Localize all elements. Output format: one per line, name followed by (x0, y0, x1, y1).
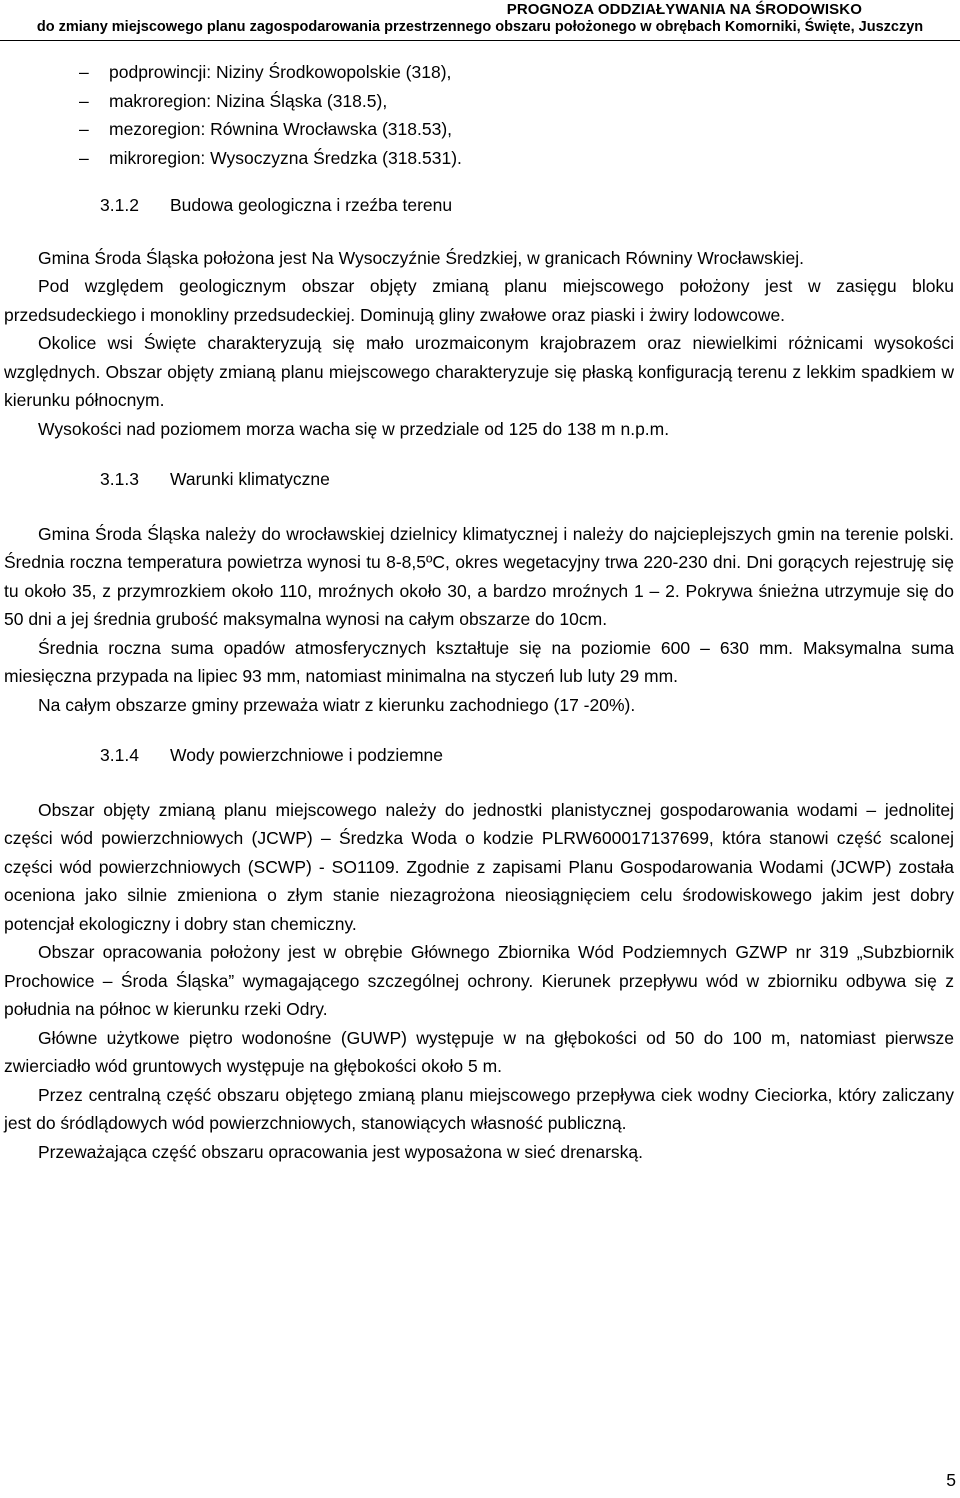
section-heading (4, 741, 954, 770)
list-item (4, 58, 954, 87)
section-title: Wody powierzchniowe i podziemne (170, 745, 444, 765)
page-number: 5 (946, 1470, 956, 1490)
dash-bullet: – (79, 62, 89, 82)
paragraph: Główne użytkowe piętro wodonośne (GUWP) występuje w na głębokości od 50 do 100 m, natomiast pierwsze zwierciadło wód gruntowych występuje na głębokości około 5 m. (4, 1027, 954, 1076)
paragraph: Okolice wsi Święte charakteryzują się mało urozmaiconym krajobrazem oraz niewielkimi różnicami wysokości względnych. Obszar objęty zmianą planu miejscowego charakteryzuje się płaską konfiguracją terenu z lekkim spadkiem w kierunku północnym. (4, 333, 954, 410)
document-subtitle: do zmiany miejscowego planu zagospodarowania przestrzennego obszaru położonego w obrębach Komorniki, Święte, Juszczyn (36, 19, 924, 35)
region-list (4, 58, 954, 172)
header-divider (0, 40, 960, 41)
list-item (4, 87, 954, 116)
section-number: 3.1.4 (100, 745, 139, 765)
paragraph: Wysokości nad poziomem morza wacha się w przedziale od 125 do 138 m n.p.m. (38, 418, 670, 439)
paragraph: Pod względem geologicznym obszar objęty zmianą planu miejscowego położony jest w zasięgu bloku przedsudeckiego i monokliny przedsudeckiej. Dominują gliny zwałowe oraz piaski i żwiry lodowcowe. (4, 276, 954, 325)
paragraph: Obszar objęty zmianą planu miejscowego należy do jednostki planistycznej gospodarowania wodami – jednolitej części wód powierzchniowych (JCWP) – Średzka Woda o kodzie PLRW600017137699, która stanowi część scalonej części wód powierzchniowych (SCWP) - SO1109. Zgodnie z zapisami Planu Gospodarowania Wodami (JCWP) została oceniona jako silnie zmieniona o złym stanie niezagrożona nieosiągnięciem celu środowiskowego jakim jest dobry potencjał ekologiczny i dobry stan chemiczny. (4, 799, 954, 934)
dash-bullet: – (79, 147, 89, 168)
section-heading (4, 465, 954, 494)
paragraph: Przez centralną część obszaru objętego zmianą planu miejscowego przepływa ciek wodny Cieciorka, który zaliczany jest do śródlądowych wód powierzchniowych, stanowiących własność publiczną. (4, 1084, 954, 1133)
section-title: Budowa geologiczna i rzeźba terenu (170, 195, 453, 215)
section-number: 3.1.2 (100, 195, 139, 215)
page-header (0, 0, 960, 42)
section-number: 3.1.3 (100, 469, 139, 489)
paragraph: Średnia roczna suma opadów atmosferycznych kształtuje się na poziomie 600 – 630 mm. Maksymalna suma miesięczna przypada na lipiec 93 mm, natomiast minimalna na styczeń lub luty 29 mm. (4, 637, 954, 686)
document-title: PROGNOZA ODDZIAŁYWANIA NA ŚRODOWISKO (506, 1, 862, 18)
dash-bullet: – (79, 119, 89, 139)
region-text: makroregion: Nizina Śląska (318.5), (109, 90, 388, 111)
page-body (4, 58, 954, 1166)
section-title: Warunki klimatyczne (170, 469, 330, 489)
region-text: podprowincji: Niziny Środkowopolskie (318), (109, 62, 452, 82)
list-item (4, 115, 954, 144)
paragraph: Gmina Środa Śląska należy do wrocławskiej dzielnicy klimatycznej i należy do najcieplejszych gmin na terenie polski. Średnia roczna temperatura powietrza wynosi tu 8-8,5ºC, okres wegetacyjny trwa 220-230 dni. Dni gorących rejestruję się tu około 35, z przymrozkiem około 110, mroźnych około 30, a bardzo mroźnych 1 – 2. Pokrywa śnieżna utrzymuje się do 50 dni a jej średnia grubość maksymalna wynosi na całym obszarze do 10cm. (4, 523, 954, 629)
list-item (4, 144, 954, 173)
region-text: mezoregion: Równina Wrocławska (318.53), (109, 119, 453, 139)
paragraph: Na całym obszarze gminy przeważa wiatr z kierunku zachodniego (17 -20%). (38, 694, 636, 715)
region-text: mikroregion: Wysoczyzna Średzka (318.531). (109, 147, 462, 168)
paragraph: Obszar opracowania położony jest w obrębie Głównego Zbiornika Wód Podziemnych GZWP nr 319 „Subzbiornik Prochowice – Środa Śląska” wymagającego szczególnej ochrony. Kierunek przepływu wód w zbiorniku odbywa się z południa na północ w kierunku rzeki Odry. (4, 942, 954, 1019)
section-heading (4, 191, 954, 220)
paragraph: Gmina Środa Śląska położona jest Na Wysoczyźnie Średzkiej, w granicach Równiny Wrocławskiej. (38, 247, 804, 268)
paragraph: Przeważająca część obszaru opracowania jest wyposażona w sieć drenarską. (38, 1141, 644, 1162)
dash-bullet: – (79, 90, 89, 111)
